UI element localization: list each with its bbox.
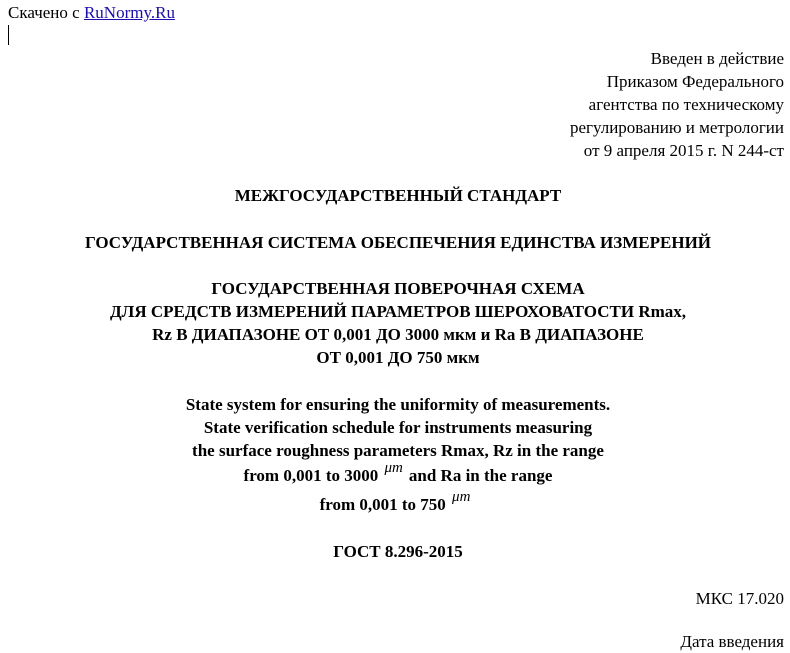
range-text: from 0,001 to 750 <box>319 495 446 514</box>
runormy-link[interactable]: RuNormy.Ru <box>83 3 175 22</box>
micrometer-unit: μm <box>452 489 471 505</box>
mks-code: МКС 17.020 <box>695 589 784 608</box>
enactment-line: регулированию и метрологии <box>569 118 784 137</box>
enactment-line: агентства по техническому <box>588 95 784 114</box>
english-title-line: the surface roughness parameters Rmax, Rz in the range <box>192 441 604 460</box>
schema-title-line: ГОСУДАРСТВЕННАЯ ПОВЕРОЧНАЯ СХЕМА <box>211 279 585 298</box>
date-intro-label: Дата введения <box>680 632 784 651</box>
enactment-line: Введен в действие <box>650 49 784 68</box>
micrometer-unit: μm <box>384 460 403 476</box>
english-title-line-range-ra <box>0 491 790 520</box>
range-text: and Ra in the range <box>408 466 553 485</box>
download-prefix: Скачено с <box>8 3 84 22</box>
gost-number-heading <box>0 540 790 563</box>
download-source-line <box>8 3 175 23</box>
english-title-line-range-rz <box>0 462 790 491</box>
enactment-line: от 9 апреля 2015 г. N 244-ст <box>583 141 784 160</box>
gost-number-text: ГОСТ 8.296-2015 <box>333 542 463 561</box>
english-title-block <box>0 393 790 520</box>
system-title-text: ГОСУДАРСТВЕННАЯ СИСТЕМА ОБЕСПЕЧЕНИЯ ЕДИНСТВА ИЗМЕРЕНИЙ <box>84 233 712 252</box>
english-title-line: State system for ensuring the uniformity of measurements. <box>185 395 611 414</box>
range-text: from 0,001 to 3000 <box>243 466 379 485</box>
schema-title-line: Rz В ДИАПАЗОНЕ ОТ 0,001 ДО 3000 мкм и Ra В ДИАПАЗОНЕ <box>152 325 644 344</box>
schema-title-line: ОТ 0,001 ДО 750 мкм <box>316 348 480 367</box>
standard-type-heading <box>0 184 790 207</box>
system-title-heading <box>0 231 790 254</box>
enactment-block <box>284 47 784 162</box>
standard-type-text: МЕЖГОСУДАРСТВЕННЫЙ СТАНДАРТ <box>234 186 562 205</box>
english-title-line: State verification schedule for instruments measuring <box>203 418 593 437</box>
enactment-line: Приказом Федерального <box>606 72 784 91</box>
schema-title-heading <box>0 277 790 369</box>
text-cursor <box>8 25 9 45</box>
schema-title-line: ДЛЯ СРЕДСТВ ИЗМЕРЕНИЙ ПАРАМЕТРОВ ШЕРОХОВАТОСТИ Rmax, <box>109 302 687 321</box>
